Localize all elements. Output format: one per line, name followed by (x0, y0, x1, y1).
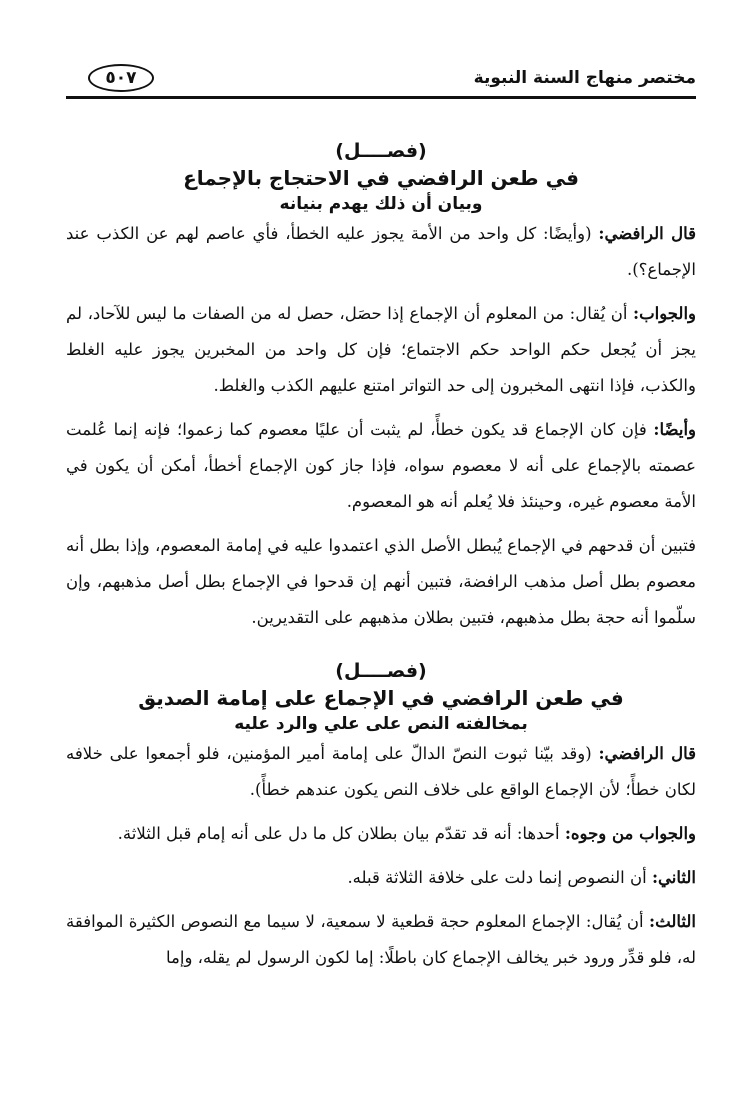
paragraph (66, 296, 696, 404)
paragraph (66, 216, 696, 288)
paragraph-text: أن يُقال: الإجماع المعلوم حجة قطعية لا سمعية، لا سيما مع النصوص الكثيرة الموافقة له، فلو قدِّر ورود خبر يخالف الإجماع كان باطلًا: إما لكون الرسول لم يقله، وإما (66, 912, 696, 967)
section-subtitle: وبيان أن ذلك يهدم بنيانه (279, 194, 483, 214)
paragraph-lead: وأيضًا: (653, 420, 696, 439)
section-siddiq-imamate (66, 658, 696, 976)
section-subtitle: بمخالفته النص على علي والرد عليه (234, 714, 528, 734)
paragraph-lead: والجواب: (633, 304, 696, 323)
paragraph (66, 816, 696, 852)
paragraph (66, 412, 696, 520)
paragraph-text: أحدها: أنه قد تقدّم بيان بطلان كل ما دل على أنه إمام قبل الثلاثة. (117, 824, 565, 843)
page-body (66, 138, 696, 976)
paragraph-lead: والجواب من وجوه: (564, 824, 696, 843)
paragraph-lead: قال الرافضي: (598, 744, 696, 763)
paragraph (66, 904, 696, 976)
paragraph (66, 736, 696, 808)
section-title: في طعن الرافضي في الاحتجاج بالإجماع (183, 166, 579, 190)
page-header (66, 62, 696, 99)
paragraph-text: فتبين أن قدحهم في الإجماع يُبطل الأصل الذي اعتمدوا عليه في إمامة المعصوم، وإذا بطل أنه معصوم بطل أصل مذهب الرافضة، فتبين أنهم إن قدحوا في الإجماع بطل أصل مذهبهم، وإن سلّموا أنه حجة بطل مذهبهم، فتبين بطلان مذهبهم على التقديرين. (66, 536, 696, 627)
section-fasl-label: (فصــــل) (335, 660, 427, 682)
section-title: في طعن الرافضي في الإجماع على إمامة الصديق (138, 686, 624, 710)
paragraph-text: فإن كان الإجماع قد يكون خطأً، لم يثبت أن عليًا معصوم كما زعموا؛ فإنه إنما عُلمت عصمته بالإجماع على أنه لا معصوم سواه، فإذا جاز كون الإجماع أخطأ، أمكن أن يكون في الأمة معصوم غيره، وحينئذ فلا يُعلم أنه هو المعصوم. (66, 420, 696, 511)
paragraph-text: (وأيضًا: كل واحد من الأمة يجوز عليه الخطأ، فأي عاصم لهم عن الكذب عند الإجماع؟). (66, 224, 696, 279)
section-ijma-argument (66, 138, 696, 636)
running-title: مختصر منهاج السنة النبوية (473, 68, 696, 88)
paragraph (66, 528, 696, 636)
paragraph-text: أن يُقال: من المعلوم أن الإجماع إذا حصَل، حصل له من الصفات ما ليس للآحاد، لم يجز أن يُجعل حكم الواحد حكم الاجتماع؛ فإن كل واحد من المخبرين يجوز عليه الغلط والكذب، فإذا انتهى المخبرون إلى حد التواتر امتنع عليهم الكذب والغلط. (66, 304, 696, 395)
paragraph-lead: الثاني: (651, 868, 696, 887)
paragraph-text: أن النصوص إنما دلت على خلافة الثلاثة قبله. (347, 868, 652, 887)
paragraph-text: (وقد بيّنا ثبوت النصّ الدالّ على إمامة أمير المؤمنين، فلو أجمعوا على خلافه لكان خطأً؛ لأن الإجماع الواقع على خلاف النص يكون عندهم خطأً). (66, 744, 696, 799)
section-fasl-label: (فصــــل) (335, 140, 427, 162)
paragraph (66, 860, 696, 896)
paragraph-lead: الثالث: (649, 912, 696, 931)
page-number-badge: ٥٠٧ (88, 64, 154, 92)
paragraph-lead: قال الرافضي: (598, 224, 696, 243)
